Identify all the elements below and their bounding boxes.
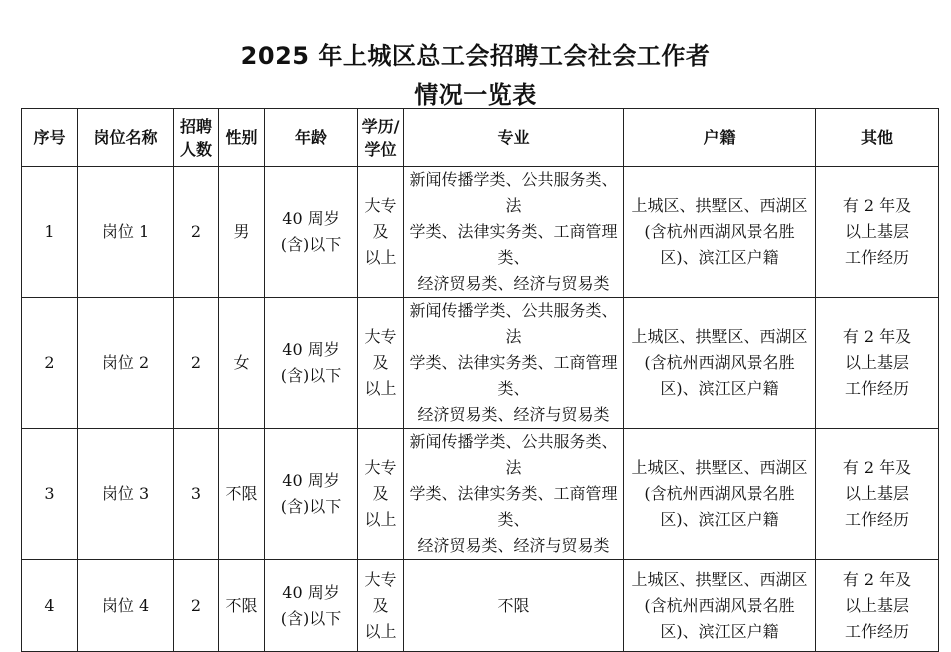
cell-age-line2: (含)以下 <box>280 497 342 516</box>
cell-age-line2: (含)以下 <box>280 366 342 385</box>
cell-major-line1: 不限 <box>497 595 530 615</box>
cell-seq: 2 <box>22 298 78 429</box>
cell-edu-line1: 大专及 <box>364 196 397 241</box>
cell-other-line2: 以上基层 <box>844 353 909 372</box>
cell-hukou-line2: (含杭州西湖风景名胜 <box>644 222 795 241</box>
cell-count: 3 <box>174 429 219 560</box>
cell-edu-line1: 大专及 <box>364 569 397 615</box>
cell-edu-line1: 大专及 <box>364 458 397 503</box>
cell-hukou-line2: (含杭州西湖风景名胜 <box>644 353 795 372</box>
header-count <box>174 109 219 167</box>
cell-hukou <box>624 298 816 429</box>
cell-hukou <box>624 560 816 652</box>
cell-other-line1: 有 2 年及 <box>842 196 912 215</box>
header-count-line1: 招聘 <box>179 116 212 136</box>
header-major: 专业 <box>404 109 624 167</box>
cell-major-line3: 经济贸易类、经济与贸易类 <box>417 274 610 293</box>
cell-gender: 男 <box>219 167 265 298</box>
cell-major-line1: 新闻传播学类、公共服务类、法 <box>409 170 618 215</box>
cell-edu <box>358 560 404 652</box>
table-row <box>22 167 939 298</box>
cell-other <box>816 298 939 429</box>
document-title: 2025 年上城区总工会招聘工会社会工作者 <box>240 42 711 70</box>
cell-major <box>404 298 624 429</box>
cell-count: 2 <box>174 298 219 429</box>
cell-hukou-line3: 区)、滨江区户籍 <box>660 621 779 641</box>
cell-post: 岗位 4 <box>78 560 174 652</box>
document-subtitle: 情况一览表 <box>414 81 537 109</box>
cell-other-line3: 工作经历 <box>844 379 909 398</box>
cell-major-line1: 新闻传播学类、公共服务类、法 <box>409 432 618 477</box>
cell-age-line1: 40 周岁 <box>282 340 340 359</box>
header-gender: 性别 <box>219 109 265 167</box>
cell-hukou-line2: (含杭州西湖风景名胜 <box>644 484 795 503</box>
cell-age-line1: 40 周岁 <box>282 471 340 490</box>
header-other: 其他 <box>816 109 939 167</box>
cell-hukou-line1: 上城区、拱墅区、西湖区 <box>631 196 808 215</box>
header-count-line2: 人数 <box>179 139 212 159</box>
cell-edu <box>358 429 404 560</box>
cell-hukou-line1: 上城区、拱墅区、西湖区 <box>631 458 808 477</box>
cell-gender: 不限 <box>219 560 265 652</box>
header-seq: 序号 <box>22 109 78 167</box>
cell-count: 2 <box>174 167 219 298</box>
cell-major <box>404 560 624 652</box>
cell-other-line2: 以上基层 <box>844 222 909 241</box>
cell-edu <box>358 167 404 298</box>
cell-other <box>816 429 939 560</box>
header-edu-line1: 学历/ <box>361 116 400 136</box>
cell-age <box>265 298 358 429</box>
cell-other-line3: 工作经历 <box>844 248 909 267</box>
cell-major <box>404 429 624 560</box>
cell-post: 岗位 1 <box>78 167 174 298</box>
cell-other-line3: 工作经历 <box>844 621 909 641</box>
header-edu <box>358 109 404 167</box>
cell-other-line1: 有 2 年及 <box>842 569 912 589</box>
cell-major-line3: 经济贸易类、经济与贸易类 <box>417 405 610 424</box>
cell-major-line2: 学类、法律实务类、工商管理类、 <box>409 353 618 398</box>
cell-hukou-line1: 上城区、拱墅区、西湖区 <box>631 569 808 589</box>
header-age: 年龄 <box>265 109 358 167</box>
cell-hukou <box>624 167 816 298</box>
header-hukou: 户籍 <box>624 109 816 167</box>
recruitment-table <box>21 108 939 652</box>
header-edu-line2: 学位 <box>364 139 397 159</box>
cell-other-line1: 有 2 年及 <box>842 327 912 346</box>
table-row <box>22 560 939 652</box>
cell-major-line2: 学类、法律实务类、工商管理类、 <box>409 484 618 529</box>
cell-seq: 3 <box>22 429 78 560</box>
header-post: 岗位名称 <box>78 109 174 167</box>
cell-post: 岗位 2 <box>78 298 174 429</box>
cell-count: 2 <box>174 560 219 652</box>
cell-age-line2: (含)以下 <box>280 608 342 628</box>
cell-age-line1: 40 周岁 <box>282 582 340 602</box>
cell-gender: 不限 <box>219 429 265 560</box>
cell-major-line2: 学类、法律实务类、工商管理类、 <box>409 222 618 267</box>
cell-post: 岗位 3 <box>78 429 174 560</box>
cell-age <box>265 429 358 560</box>
cell-other <box>816 167 939 298</box>
cell-hukou-line1: 上城区、拱墅区、西湖区 <box>631 327 808 346</box>
cell-edu-line1: 大专及 <box>364 327 397 372</box>
cell-edu-line2: 以上 <box>364 621 397 641</box>
table-row <box>22 429 939 560</box>
cell-age <box>265 167 358 298</box>
table-row <box>22 298 939 429</box>
cell-age <box>265 560 358 652</box>
cell-age-line1: 40 周岁 <box>282 209 340 228</box>
cell-other-line3: 工作经历 <box>844 510 909 529</box>
cell-other-line2: 以上基层 <box>844 484 909 503</box>
cell-major-line3: 经济贸易类、经济与贸易类 <box>417 536 610 555</box>
cell-major <box>404 167 624 298</box>
cell-seq: 1 <box>22 167 78 298</box>
table-header-row <box>22 109 939 167</box>
cell-age-line2: (含)以下 <box>280 235 342 254</box>
cell-gender: 女 <box>219 298 265 429</box>
cell-hukou <box>624 429 816 560</box>
cell-major-line1: 新闻传播学类、公共服务类、法 <box>409 301 618 346</box>
cell-other-line1: 有 2 年及 <box>842 458 912 477</box>
cell-edu <box>358 298 404 429</box>
cell-edu-line2: 以上 <box>364 248 397 267</box>
cell-other <box>816 560 939 652</box>
cell-edu-line2: 以上 <box>364 510 397 529</box>
cell-edu-line2: 以上 <box>364 379 397 398</box>
cell-other-line2: 以上基层 <box>844 595 909 615</box>
cell-hukou-line2: (含杭州西湖风景名胜 <box>644 595 795 615</box>
cell-hukou-line3: 区)、滨江区户籍 <box>660 510 779 529</box>
cell-seq: 4 <box>22 560 78 652</box>
cell-hukou-line3: 区)、滨江区户籍 <box>660 248 779 267</box>
cell-hukou-line3: 区)、滨江区户籍 <box>660 379 779 398</box>
